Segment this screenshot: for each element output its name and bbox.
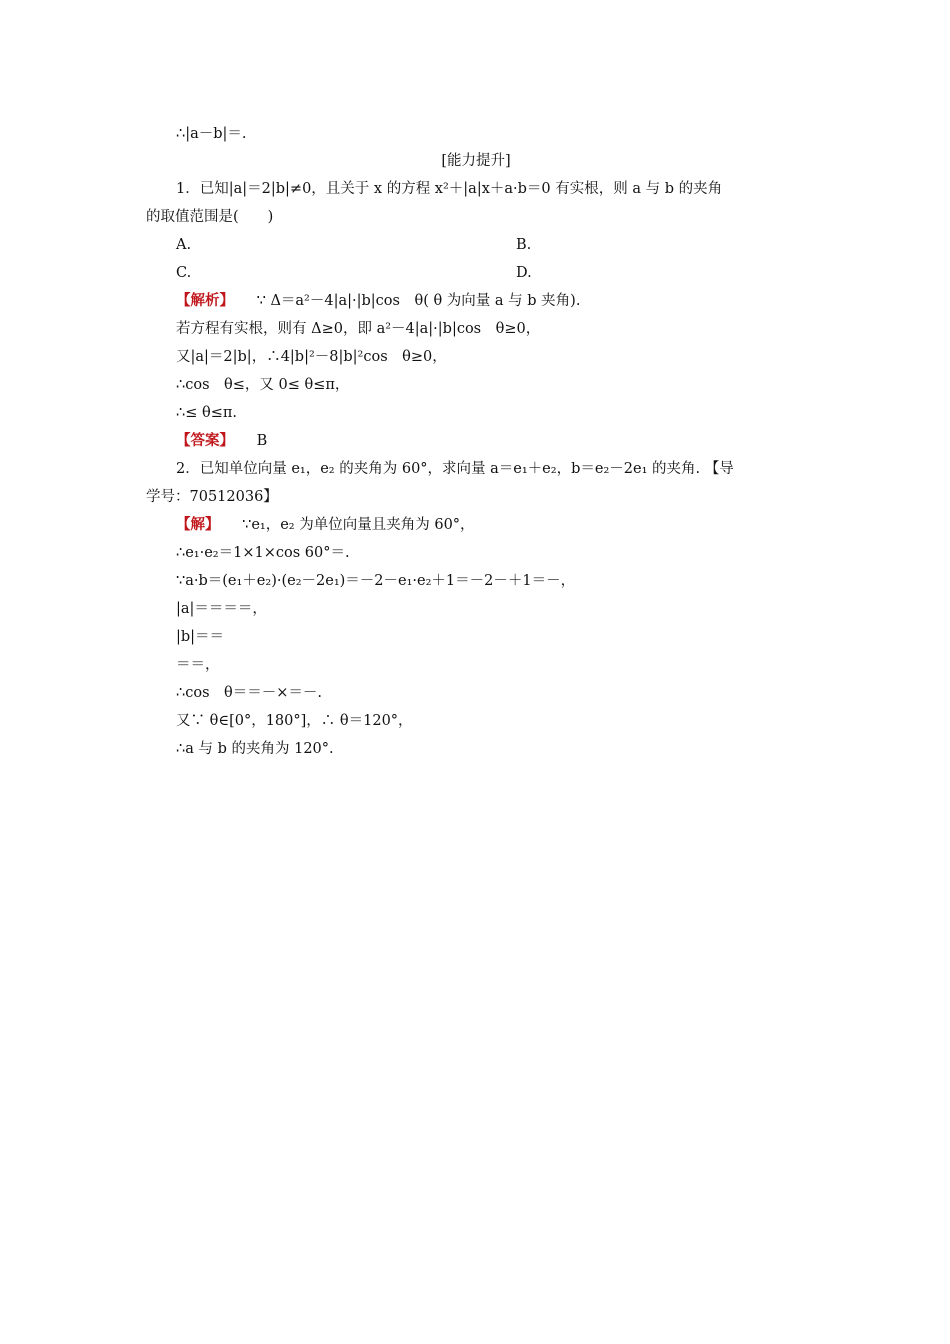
solution-line [176,515,475,535]
option-a: A. [176,237,192,253]
analysis-tag: 【解析】 [176,292,234,309]
text-line: 若方程有实根，则有 Δ≥0，即 a²－4|a|·|b|cos θ≥0， [176,321,541,337]
question-2: 2．已知单位向量 e₁，e₂ 的夹角为 60°，求向量 a＝e₁＋e₂，b＝e₂－2e₁ 的夹角. 【导 [176,461,734,477]
analysis-text: ∵ Δ＝a²－4|a|·|b|cos θ( θ 为向量 a 与 b 夹角). [256,293,581,309]
text-line: 又∵ θ∈[0°，180°]，∴ θ＝120°， [176,713,413,729]
option-b: B. [516,237,532,253]
text-line: ∴a 与 b 的夹角为 120°. [176,741,334,757]
answer-line [176,431,267,451]
text-line: ∴|a－b|＝. [176,126,247,142]
text-line: ∴e₁·e₂＝1×1×cos 60°＝. [176,545,350,561]
analysis-line [176,291,580,311]
text-line: ∴≤ θ≤π. [176,405,238,421]
option-c: C. [176,265,192,281]
solution-text: ∵e₁，e₂ 为单位向量且夹角为 60°， [242,517,475,533]
text-line: |a|＝＝＝＝， [176,601,267,617]
text-line: ＝＝， [176,657,220,673]
text-line: ∵a·b＝(e₁＋e₂)·(e₂－2e₁)＝－2－e₁·e₂＋1＝－2－＋1＝－， [176,573,576,589]
text-line: 又|a|＝2|b|，∴4|b|²－8|b|²cos θ≥0， [176,349,447,365]
question-1: 1．已知|a|＝2|b|≠0，且关于 x 的方程 x²＋|a|x＋a·b＝0 有实根，则 a 与 b 的夹角 [176,181,723,197]
answer-tag: 【答案】 [176,432,234,449]
text-line: ∴cos θ≤，又 0≤ θ≤π， [176,377,350,393]
section-heading: [能力提升] [441,153,511,169]
answer-text: B [256,433,268,449]
text-line: |b|＝＝ [176,629,225,645]
text-line: ∴cos θ＝＝－×＝－. [176,685,323,701]
question-2-cont: 学号：70512036】 [146,489,278,505]
option-d: D. [516,265,532,281]
question-1-cont: 的取值范围是( ) [146,209,274,225]
solution-tag: 【解】 [176,516,220,533]
